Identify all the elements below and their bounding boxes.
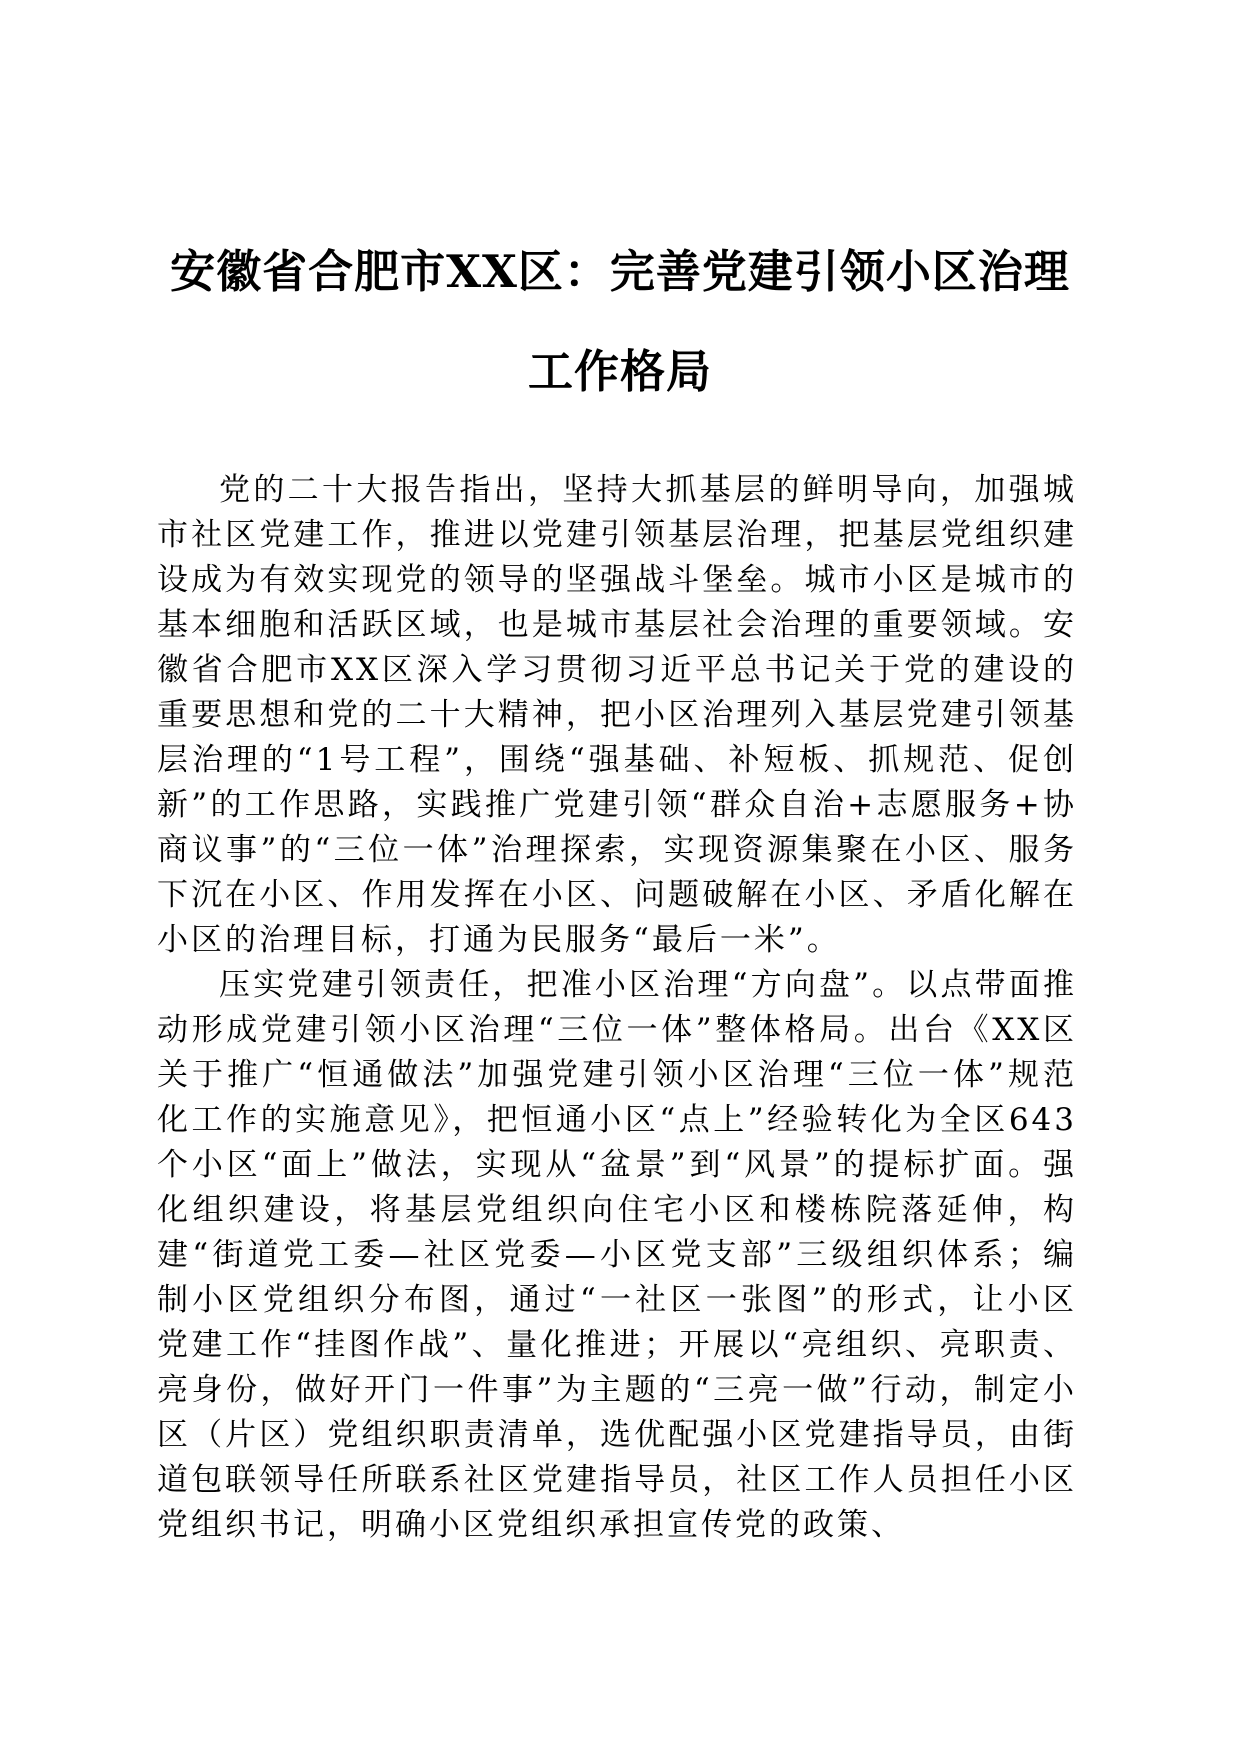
- title-line-1: 安徽省合肥市XX区：完善党建引领小区治理: [170, 245, 1070, 298]
- paragraph-responsibility: 压实党建引领责任，把准小区治理“方向盘”。以点带面推动形成党建引领小区治理“三位一体”整体格局。出台《XX区关于推广“恒通做法”加强党建引领小区治理“三位一体”规范化工作的实施意见》，把恒通小区“点上”经验转化为全区643个小区“面上”做法，实现从“盆景”到“风景”的提标扩面。强化组织建设，将基层党组织向住宅小区和楼栋院落延伸，构建“街道党工委—社区党委—小区党支部”三级组织体系；编制小区党组织分布图，通过“一社区一张图”的形式，让小区党建工作“挂图作战”、量化推进；开展以“亮组织、亮职责、亮身份，做好开门一件事”为主题的“三亮一做”行动，制定小区（片区）党组织职责清单，选优配强小区党建指导员，由街道包联领导任所联系社区党建指导员，社区工作人员担任小区党组织书记，明确小区党组织承担宣传党的政策、: [157, 967, 1077, 1543]
- title-line-2: 工作格局: [527, 345, 712, 398]
- document-body: [157, 468, 1077, 1548]
- document-title: [130, 222, 1110, 422]
- paragraph-intro: 党的二十大报告指出，坚持大抓基层的鲜明导向，加强城市社区党建工作，推进以党建引领基层治理，把基层党组织建设成为有效实现党的领导的坚强战斗堡垒。城市小区是城市的基本细胞和活跃区域，也是城市基层社会治理的重要领域。安徽省合肥市XX区深入学习贯彻习近平总书记关于党的建设的重要思想和党的二十大精神，把小区治理列入基层党建引领基层治理的“1号工程”，围绕“强基础、补短板、抓规范、促创新”的工作思路，实践推广党建引领“群众自治+志愿服务+协商议事”的“三位一体”治理探索，实现资源集聚在小区、服务下沉在小区、作用发挥在小区、问题破解在小区、矛盾化解在小区的治理目标，打通为民服务“最后一米”。: [157, 472, 1077, 958]
